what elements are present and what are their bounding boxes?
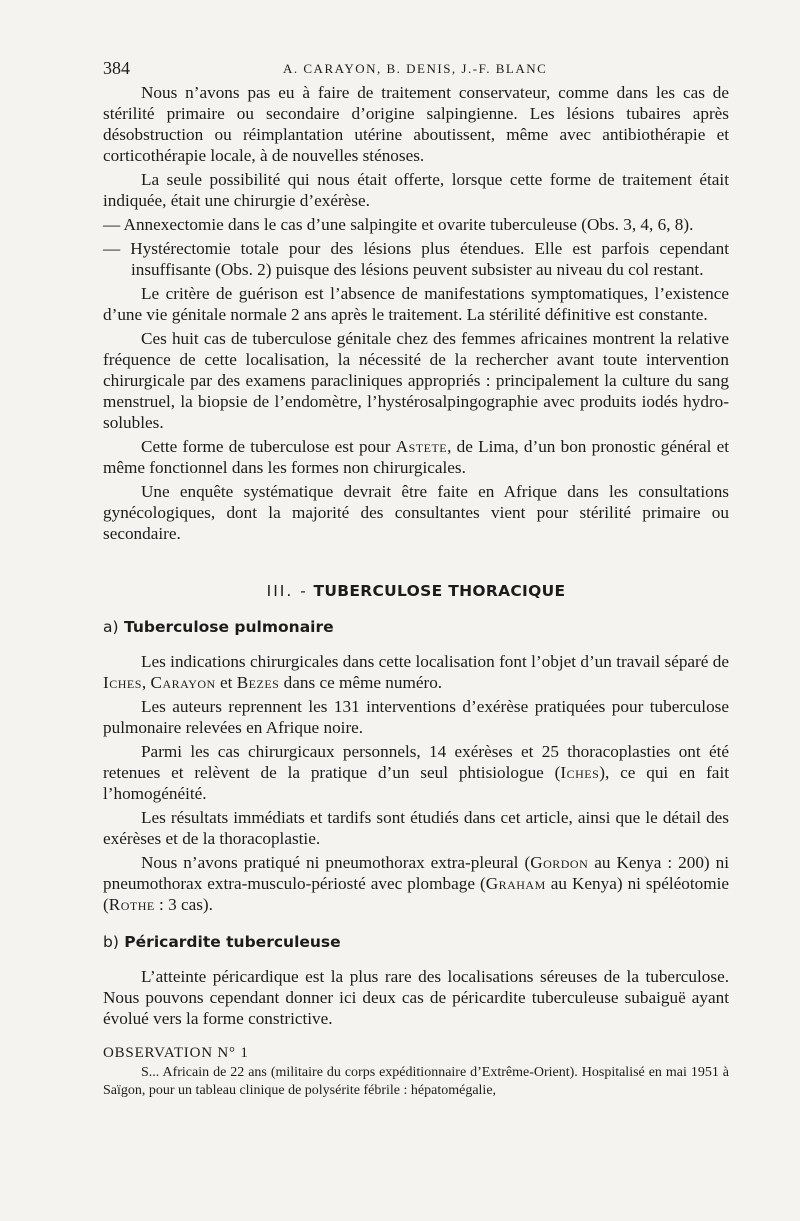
- text-run: : 3 cas).: [154, 895, 213, 914]
- text-run: au Kenya) ni spéléotomie (: [103, 874, 729, 914]
- text-run: , de Lima, d’un bon pronostic général et même fonctionnel dans les formes non chirurgicales.: [103, 437, 729, 477]
- paragraph: Une enquête systématique devrait être faite en Afrique dans les consultations gynécologiques, dont la majorité des consultantes vient pour stérilité primaire ou secondaire.: [103, 482, 729, 543]
- author-name: Astete: [395, 437, 448, 456]
- paragraph: Les résultats immédiats et tardifs sont étudiés dans cet article, ainsi que le détail des exérèses et de la thoracoplastie.: [103, 808, 729, 848]
- observation-heading: OBSERVATION N° 1: [103, 1045, 249, 1061]
- observation-text: S... Africain de 22 ans (militaire du corps expéditionnaire d’Extrême-Orient). Hospitalisé en mai 1951 à Saïgon, pour un tableau clinique de polysérite fébrile : hépatomégalie,: [103, 1065, 729, 1098]
- author-name: Gordon: [530, 853, 589, 872]
- paragraph: La seule possibilité qui nous était offerte, lorsque cette forme de traitement était indiquée, était une chirurgie d’exérèse.: [103, 170, 729, 210]
- running-head-authors: A. CARAYON, B. DENIS, J.-F. BLANC: [283, 61, 548, 76]
- text-run: Les indications chirurgicales dans cette localisation font l’objet d’un travail séparé de: [141, 652, 729, 671]
- dash-item: — Annexectomie dans le cas d’une salpingite et ovarite tuberculeuse (Obs. 3, 4, 6, 8).: [103, 215, 694, 234]
- paragraph: Ces huit cas de tuberculose génitale chez des femmes africaines montrent la relative fréquence de cette localisation, la nécessité de la rechercher avant toute intervention chirurgicale par des examens paracliniques appropriés : principalement la culture du sang menstruel, la biopsie de l’endomètre, l’hystérosalpingographie avec produits iodés hydro-solubles.: [103, 329, 729, 432]
- author-name: Iches: [560, 763, 600, 782]
- section-number: III. -: [266, 582, 308, 600]
- paragraph: [103, 651, 729, 693]
- paragraph: [103, 852, 729, 915]
- author-name: Iches: [103, 673, 142, 692]
- author-name: Carayon: [150, 673, 216, 692]
- spacer: [103, 915, 729, 933]
- body-text-top: [103, 82, 729, 544]
- paragraph: [103, 741, 729, 804]
- author-name: Graham: [485, 874, 546, 893]
- text-run: Cette forme de tuberculose est pour: [141, 437, 396, 456]
- paragraph: Nous n’avons pas eu à faire de traitement conservateur, comme dans les cas de stérilité primaire ou secondaire d’origine salpingienne. Les lésions tubaires après désobstruction ou réimplantation utérine aboutissent, même avec antibiothérapie et corticothérapie locale, à de nouvelles sténoses.: [103, 83, 729, 165]
- author-name: Rothe: [108, 895, 155, 914]
- running-head: [103, 58, 729, 82]
- subsection-heading: [103, 933, 729, 951]
- paragraph: L’atteinte péricardique est la plus rare des localisations séreuses de la tuberculose. Nous pouvons cependant donner ici deux cas de péricardite tuberculeuse subaiguë ayant évolué vers la forme constrictive.: [103, 967, 729, 1028]
- subsection-a-body: [103, 651, 729, 915]
- text-run: ,: [141, 673, 151, 692]
- text-run: ), ce qui en fait l’homogénéité.: [103, 763, 729, 803]
- text-run: au Kenya : 200) ni pneumothorax extra-musculo-périosté avec plombage (: [103, 853, 730, 893]
- section-title: TUBERCULOSE THORACIQUE: [313, 582, 566, 600]
- paragraph: Le critère de guérison est l’absence de manifestations symptomatiques, l’existence d’une vie génitale normale 2 ans après le traitement. La stérilité définitive est constante.: [103, 284, 729, 324]
- text-run: Nous n’avons pratiqué ni pneumothorax extra-pleural (: [141, 853, 531, 872]
- document-page: [103, 58, 729, 1100]
- subsection-title: Péricardite tuberculeuse: [124, 933, 341, 951]
- subsection-letter: b): [103, 933, 119, 951]
- subsection-letter: a): [103, 618, 119, 636]
- page-number: 384: [103, 58, 130, 78]
- paragraph: Les auteurs reprennent les 131 interventions d’exérèse pratiquées pour tuberculose pulmonaire relevées en Afrique noire.: [103, 697, 729, 737]
- paragraph: [103, 436, 729, 478]
- text-run: et: [215, 673, 237, 692]
- text-run: Parmi les cas chirurgicaux personnels, 14 exérèses et 25 thoracoplasties ont été retenues et relèvent de la pratique d’un seul phtisiologue (: [103, 742, 729, 782]
- section-heading: [103, 582, 729, 600]
- author-name: Bezes: [236, 673, 280, 692]
- text-run: dans ce même numéro.: [279, 673, 443, 692]
- subsection-title: Tuberculose pulmonaire: [123, 618, 334, 636]
- subsection-heading: [103, 618, 729, 636]
- dash-item: — Hystérectomie totale pour des lésions plus étendues. Elle est parfois cependant insuffisante (Obs. 2) puisque des lésions peuvent subsister au niveau du col restant.: [103, 239, 729, 279]
